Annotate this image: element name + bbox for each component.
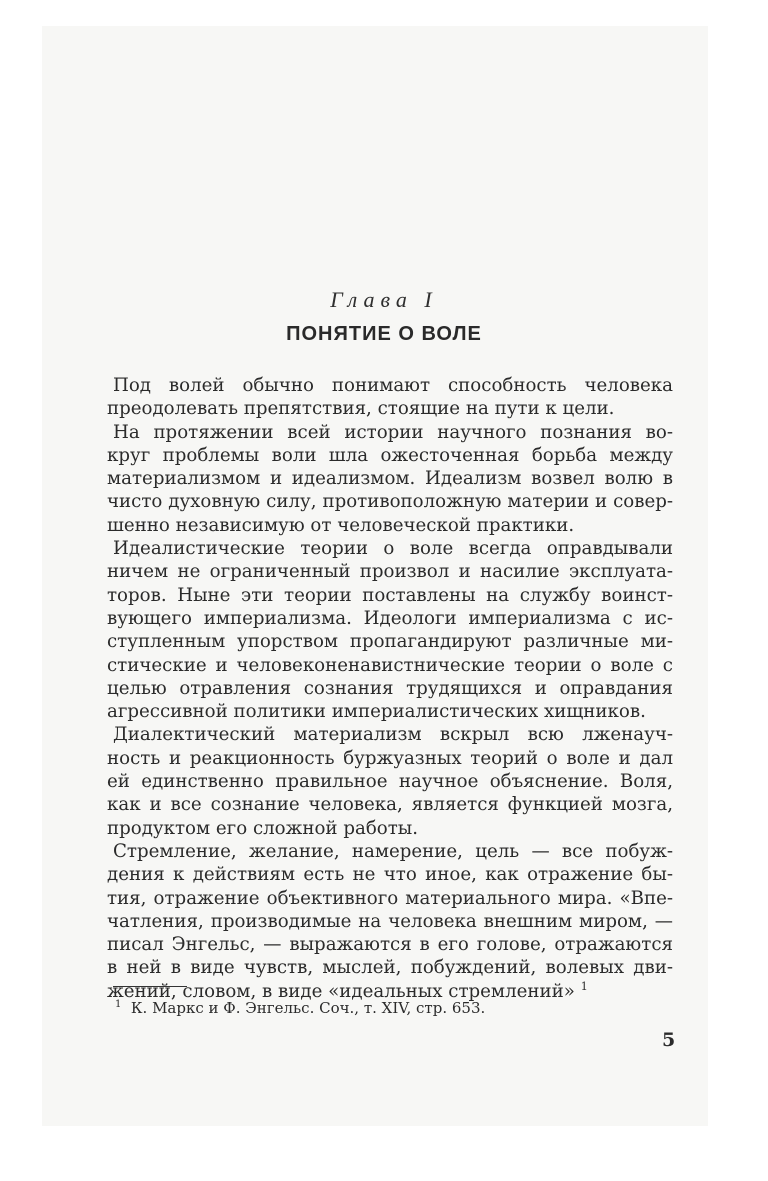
text-line: торов. Ныне эти теории поставлены на службу воинст- <box>107 584 673 606</box>
text-line: тия, отражение объективного материального мира. «Впе- <box>107 887 673 909</box>
text-line: в ней в виде чувств, мыслей, побуждений, волевых дви- <box>107 957 673 979</box>
text-line: круг проблемы воли шла ожесточенная борьба между <box>107 444 673 466</box>
text-line: преодолевать препятствия, стоящие на пути к цели. <box>107 398 615 420</box>
body-text <box>107 374 673 1003</box>
text-line: продуктом его сложной работы. <box>107 817 419 839</box>
text-line: агрессивной политики империалистических хищников. <box>107 701 646 723</box>
chapter-title: ПОНЯТИЕ О ВОЛЕ <box>286 323 482 345</box>
text-line: жений, словом, в виде «идеальных стремлений» <box>107 980 575 1002</box>
text-line: Диалектический материализм вскрыл всю лженауч- <box>113 724 673 746</box>
text-line: Идеалистические теории о воле всегда оправдывали <box>113 538 673 560</box>
text-line: вующего империализма. Идеологи империализма с ис- <box>107 607 673 629</box>
chapter-label: Глава I <box>330 287 438 312</box>
text-line: ничем не ограниченный произвол и насилие эксплуата- <box>107 561 673 583</box>
text-line: Стремление, желание, намерение, цель — все побуж- <box>113 840 673 862</box>
footnote-text: К. Маркс и Ф. Энгельс. Соч., т. XIV, стр. 653. <box>130 999 486 1017</box>
text-line: ность и реакционность буржуазных теорий о воле и дал <box>107 747 673 769</box>
footnote-divider <box>113 986 187 987</box>
footnote-number: 1 <box>115 999 122 1010</box>
text-line: как и все сознание человека, является функцией мозга, <box>107 794 673 816</box>
text-line: Под волей обычно понимают способность человека <box>113 375 673 396</box>
text-line: дения к действиям есть не что иное, как отражение бы- <box>107 864 673 886</box>
text-line: материализмом и идеализмом. Идеализм возвел волю в <box>107 468 673 490</box>
text-line: чисто духовную силу, противоположную материи и совер- <box>107 491 673 513</box>
text-line: целью отравления сознания трудящихся и оправдания <box>107 677 673 699</box>
text-line: На протяжении всей истории научного познания во- <box>113 421 673 443</box>
text-line: писал Энгельс, — выражаются в его голове, отражаются <box>107 934 673 956</box>
text-line: ступленным упорством пропагандируют различные ми- <box>107 631 673 653</box>
footnote-marker: 1 <box>580 979 588 993</box>
text-line: шенно независимую от человеческой практики. <box>107 514 575 536</box>
text-line: чатления, производимые на человека внешним миром, — <box>107 910 673 932</box>
text-line: ей единственно правильное научное объяснение. Воля, <box>107 771 673 793</box>
page-number: 5 <box>662 1029 676 1051</box>
footnote <box>115 999 485 1017</box>
text-line: стические и человеконенавистнические теории о воле с <box>107 654 673 676</box>
